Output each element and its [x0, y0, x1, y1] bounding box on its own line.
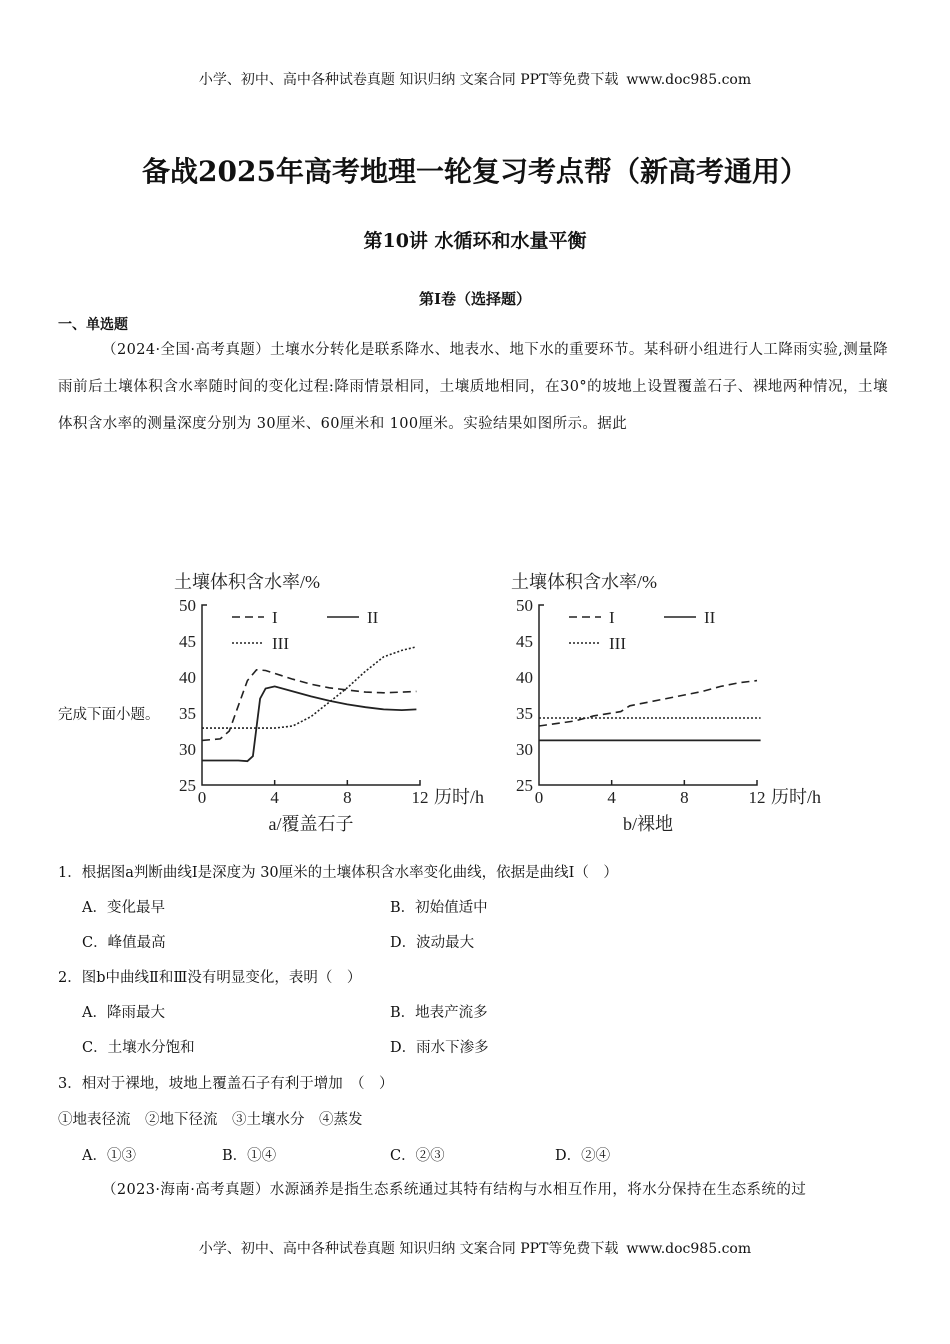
y-tick-label: 30: [179, 740, 196, 759]
x-axis-label: 历时/h: [771, 787, 822, 807]
x-tick-label: 0: [197, 788, 207, 807]
chart-title: a/覆盖石子: [268, 814, 354, 834]
q2-option-c[interactable]: C．土壤水分饱和: [82, 1040, 195, 1056]
y-tick-label: 25: [179, 776, 196, 795]
legend-label: II: [704, 608, 716, 627]
legend-label: I: [609, 608, 615, 627]
x-tick-label: 8: [680, 788, 689, 807]
legend-label: II: [367, 608, 379, 627]
chart-b: [511, 572, 821, 834]
axes: [202, 605, 420, 785]
lecture-title: 第10讲 水循环和水量平衡: [363, 230, 587, 252]
series-line-I: [539, 681, 757, 726]
intro-paragraph: （2024·全国·高考真题）土壤水分转化是联系降水、地表水、地下水的重要环节。某科研小组进行人工降雨实验,测量降雨前后土壤体积含水率随时间的变化过程:降雨情景相同，土壤质地相同，在30°的坡地上设置覆盖石子、裸地两种情况，土壤体积含水率的测量深度分别为 30厘米、60厘米和 100厘米。实验结果如图所示。据此: [58, 342, 888, 432]
question-1-stem: 1．根据图a判断曲线I是深度为 30厘米的土壤体积含水率变化曲线，依据是曲线I（ ）: [58, 865, 618, 881]
footer-site: www.doc985.com: [626, 1241, 752, 1257]
axes: [539, 605, 757, 785]
q2-option-a[interactable]: A．降雨最大: [82, 1005, 165, 1021]
legend-label: III: [609, 634, 626, 653]
x-tick-label: 12: [748, 788, 766, 807]
series-line-I: [202, 670, 416, 741]
charts: [160, 565, 860, 840]
x-axis-label: 历时/h: [434, 787, 485, 807]
x-tick-label: 4: [270, 788, 279, 807]
chart-a: [174, 572, 484, 834]
y-tick-label: 40: [516, 668, 533, 687]
page-footer: [0, 1238, 950, 1258]
x-tick-label: 8: [343, 788, 352, 807]
intro-end: 完成下面小题。: [58, 707, 160, 723]
q1-option-b[interactable]: B．初始值适中: [390, 900, 488, 916]
question-3-stem: 3．相对于裸地，坡地上覆盖石子有利于增加 （ ）: [58, 1076, 394, 1092]
doc-title: 备战2025年高考地理一轮复习考点帮（新高考通用）: [142, 155, 808, 188]
y-axis-label: 土壤体积含水率/%: [174, 572, 320, 592]
part-heading: 一、单选题: [58, 317, 128, 333]
x-tick-label: 0: [534, 788, 544, 807]
intro-paragraph-2: （2023·海南·高考真题）水源涵养是指生态系统通过其特有结构与水相互作用，将水分保持在生态系统的过: [102, 1182, 807, 1198]
q1-option-d[interactable]: D．波动最大: [390, 935, 475, 951]
q1-option-a[interactable]: A．变化最早: [82, 900, 165, 916]
q3-option-a[interactable]: A．①③: [82, 1148, 136, 1164]
q3-option-d[interactable]: D．②④: [555, 1148, 611, 1164]
header-site: www.doc985.com: [626, 72, 752, 88]
question-2-stem: 2．图b中曲线Ⅱ和Ⅲ没有明显变化，表明（ ）: [58, 970, 362, 986]
q3-option-b[interactable]: B．①④: [222, 1148, 277, 1164]
y-tick-label: 45: [516, 632, 533, 651]
series-line-II: [202, 686, 416, 761]
y-tick-label: 45: [179, 632, 196, 651]
y-tick-label: 25: [516, 776, 533, 795]
x-tick-label: 4: [607, 788, 616, 807]
page-header: [0, 69, 950, 89]
chart-title: b/裸地: [622, 814, 674, 834]
q3-items: ①地表径流 ②地下径流 ③土壤水分 ④蒸发: [58, 1112, 363, 1128]
q2-option-d[interactable]: D．雨水下渗多: [390, 1040, 489, 1056]
footer-text: 小学、初中、高中各种试卷真题 知识归纳 文案合同 PPT等免费下载: [198, 1241, 619, 1257]
y-tick-label: 35: [179, 704, 196, 723]
header-text: 小学、初中、高中各种试卷真题 知识归纳 文案合同 PPT等免费下载: [198, 72, 619, 88]
q1-option-c[interactable]: C．峰值最高: [82, 935, 166, 951]
section-title: 第I卷（选择题）: [418, 290, 532, 308]
x-tick-label: 12: [411, 788, 429, 807]
y-tick-label: 35: [516, 704, 533, 723]
legend-label: I: [272, 608, 278, 627]
y-axis-label: 土壤体积含水率/%: [511, 572, 657, 592]
y-tick-label: 30: [516, 740, 533, 759]
q3-option-c[interactable]: C．②③: [390, 1148, 445, 1164]
legend-label: III: [272, 634, 289, 653]
y-tick-label: 50: [179, 596, 196, 615]
y-tick-label: 50: [516, 596, 533, 615]
q2-option-b[interactable]: B．地表产流多: [390, 1005, 488, 1021]
y-tick-label: 40: [179, 668, 196, 687]
